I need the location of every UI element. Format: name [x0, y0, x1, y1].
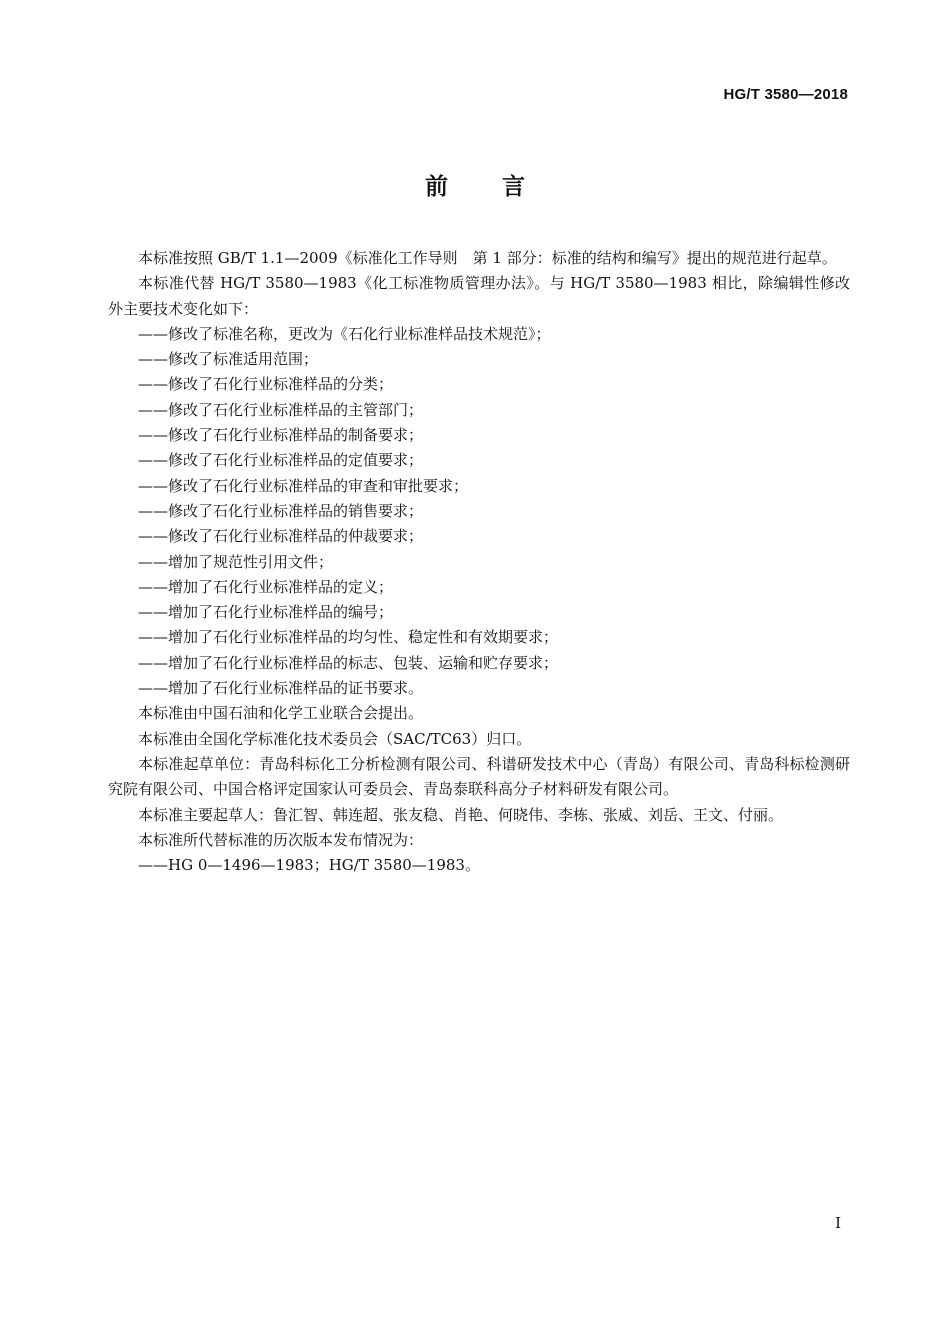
page-title: 前言: [425, 174, 579, 200]
paragraph-version-history: 本标准所代替标准的历次版本发布情况为：: [138, 830, 424, 849]
paragraph-replaces: 本标准代替 HG/T 3580—1983《化工标准物质管理办法》。与 HG/T 3580—1983 相比，除编辑性修改外主要技术变化如下：: [108, 274, 850, 318]
list-item: ——增加了石化行业标准样品的编号；: [138, 603, 394, 622]
technical-changes-list: [108, 322, 850, 701]
paragraph-drafting-units: 本标准起草单位：青岛科标化工分析检测有限公司、科谱研发技术中心（青岛）有限公司、青岛科标检测研究院有限公司、中国合格评定国家认可委员会、青岛泰联科高分子材料研发有限公司。: [108, 754, 850, 799]
list-item: ——修改了石化行业标准样品的仲裁要求；: [138, 527, 424, 546]
list-item: ——修改了石化行业标准样品的分类；: [138, 375, 394, 394]
list-item: ——增加了石化行业标准样品的定义；: [138, 577, 394, 596]
list-item: ——增加了石化行业标准样品的标志、包装、运输和贮存要求；: [138, 653, 559, 672]
list-item: ——HG 0—1496—1983；HG/T 3580—1983。: [138, 856, 480, 875]
paragraph-drafting-rules: 本标准按照 GB/T 1.1—2009《标准化工作导则 第 1 部分：标准的结构和编写》提出的规范进行起草。: [138, 249, 837, 267]
list-item: ——修改了石化行业标准样品的定值要求；: [138, 451, 424, 470]
list-item: ——修改了石化行业标准样品的审查和审批要求；: [138, 476, 469, 495]
paragraph-proposed-by: 本标准由中国石油和化学工业联合会提出。: [138, 704, 424, 723]
list-item: ——修改了石化行业标准样品的制备要求；: [138, 426, 424, 445]
list-item: ——增加了规范性引用文件；: [138, 552, 334, 571]
document-code: HG/T 3580—2018: [723, 86, 848, 103]
list-item: ——修改了标准适用范围；: [138, 350, 319, 369]
foreword-body: [108, 246, 850, 878]
list-item: ——修改了石化行业标准样品的主管部门；: [138, 400, 424, 419]
paragraph-managed-by: 本标准由全国化学标准化技术委员会（SAC/TC63）归口。: [138, 729, 532, 748]
list-item: ——修改了石化行业标准样品的销售要求；: [138, 501, 424, 520]
list-item: ——增加了石化行业标准样品的证书要求。: [138, 679, 424, 698]
list-item: ——修改了标准名称，更改为《石化行业标准样品技术规范》；: [138, 324, 551, 343]
paragraph-drafters: 本标准主要起草人：鲁汇智、韩连超、张友稳、肖艳、何晓伟、李栋、张威、刘岳、王文、付丽。: [138, 805, 784, 824]
page-number: I: [835, 1214, 841, 1232]
list-item: ——增加了石化行业标准样品的均匀性、稳定性和有效期要求；: [138, 628, 559, 647]
